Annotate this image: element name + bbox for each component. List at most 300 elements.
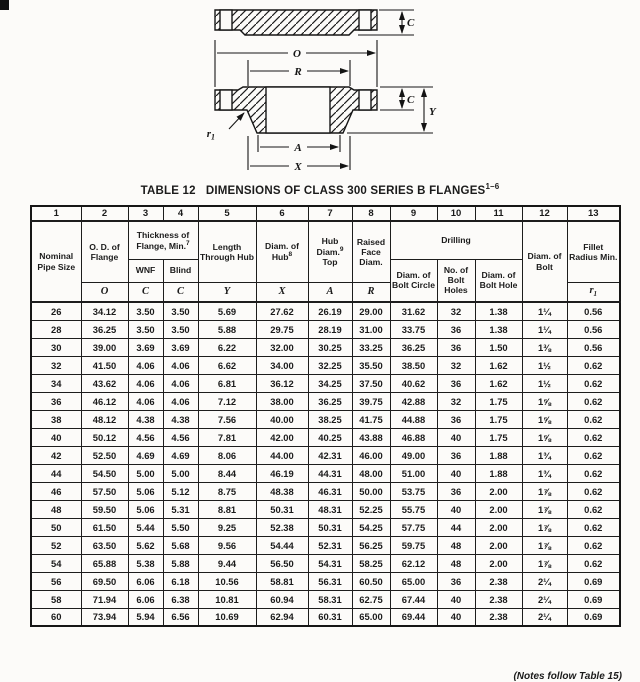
dimension-cell: 69.50 bbox=[81, 572, 128, 590]
dimension-cell: 2.38 bbox=[475, 608, 522, 626]
dimension-cell: 7.12 bbox=[198, 392, 256, 410]
flange-cross-section-diagram bbox=[0, 0, 640, 180]
dimension-cell: 1¼ bbox=[522, 302, 567, 320]
dimension-cell: 36.25 bbox=[308, 392, 352, 410]
dimension-cell: 44.00 bbox=[256, 446, 308, 464]
dimension-cell: 36 bbox=[437, 338, 475, 356]
dimension-cell: 5.88 bbox=[163, 554, 198, 572]
nominal-pipe-size-cell: 48 bbox=[31, 500, 81, 518]
dimension-cell: 6.56 bbox=[163, 608, 198, 626]
dimension-cell: 32 bbox=[437, 356, 475, 374]
nominal-pipe-size-cell: 52 bbox=[31, 536, 81, 554]
dimension-cell: 7.56 bbox=[198, 410, 256, 428]
table-row bbox=[31, 572, 620, 590]
dimension-cell: 27.62 bbox=[256, 302, 308, 320]
dimension-cell: 36.25 bbox=[81, 320, 128, 338]
dimension-cell: 5.12 bbox=[163, 482, 198, 500]
nominal-pipe-size-cell: 42 bbox=[31, 446, 81, 464]
dimension-cell: 10.69 bbox=[198, 608, 256, 626]
bolt-hole-left bbox=[220, 10, 232, 30]
dimension-cell: 5.94 bbox=[128, 608, 163, 626]
col-header-nominal-pipe-size: Nominal Pipe Size bbox=[31, 221, 81, 302]
column-number: 3 bbox=[128, 206, 163, 221]
dimension-cell: 65.88 bbox=[81, 554, 128, 572]
dimension-cell: 48 bbox=[437, 554, 475, 572]
dimension-cell: 0.62 bbox=[567, 482, 620, 500]
dimension-cell: 1⅞ bbox=[522, 536, 567, 554]
table-row bbox=[31, 590, 620, 608]
letter-symbol-Y: Y bbox=[198, 282, 256, 302]
dimension-cell: 29.75 bbox=[256, 320, 308, 338]
dimension-cell: 50.12 bbox=[81, 428, 128, 446]
nominal-pipe-size-cell: 56 bbox=[31, 572, 81, 590]
dimension-cell: 5.88 bbox=[198, 320, 256, 338]
dimension-cell: 0.62 bbox=[567, 428, 620, 446]
dimension-cell: 57.50 bbox=[81, 482, 128, 500]
dimension-cell: 56.31 bbox=[308, 572, 352, 590]
nominal-pipe-size-cell: 50 bbox=[31, 518, 81, 536]
nominal-pipe-size-cell: 34 bbox=[31, 374, 81, 392]
dim-label-r: R bbox=[294, 66, 302, 78]
dim-label-c-top: C bbox=[407, 17, 415, 29]
letter-symbol-C-wnf: C bbox=[128, 282, 163, 302]
table-row bbox=[31, 464, 620, 482]
dimension-cell: 71.94 bbox=[81, 590, 128, 608]
column-number: 13 bbox=[567, 206, 620, 221]
dimension-cell: 50.31 bbox=[308, 518, 352, 536]
dimension-cell: 32.00 bbox=[256, 338, 308, 356]
dimension-cell: 1¾ bbox=[522, 464, 567, 482]
notes-reference: (Notes follow Table 15) bbox=[513, 671, 622, 682]
column-number: 7 bbox=[308, 206, 352, 221]
dimension-cell: 46.12 bbox=[81, 392, 128, 410]
dimension-cell: 4.69 bbox=[128, 446, 163, 464]
column-number-row bbox=[31, 206, 620, 221]
dimension-cell: 5.31 bbox=[163, 500, 198, 518]
dimension-cell: 9.25 bbox=[198, 518, 256, 536]
dimension-cell: 40.25 bbox=[308, 428, 352, 446]
dimension-cell: 52.31 bbox=[308, 536, 352, 554]
dimension-cell: 0.56 bbox=[567, 338, 620, 356]
dimension-cell: 34.25 bbox=[308, 374, 352, 392]
nominal-pipe-size-cell: 36 bbox=[31, 392, 81, 410]
dimension-cell: 41.75 bbox=[352, 410, 390, 428]
dimension-cell: 9.56 bbox=[198, 536, 256, 554]
column-number: 11 bbox=[475, 206, 522, 221]
dimension-cell: 1⅞ bbox=[522, 500, 567, 518]
dimension-cell: 59.50 bbox=[81, 500, 128, 518]
dimension-cell: 9.44 bbox=[198, 554, 256, 572]
table-row bbox=[31, 482, 620, 500]
dim-label-o: O bbox=[293, 48, 301, 60]
dimension-cell: 41.50 bbox=[81, 356, 128, 374]
column-number: 4 bbox=[163, 206, 198, 221]
dimension-cell: 56.50 bbox=[256, 554, 308, 572]
dimension-cell: 1.38 bbox=[475, 320, 522, 338]
dimension-cell: 6.06 bbox=[128, 590, 163, 608]
table-row bbox=[31, 320, 620, 338]
dimension-cell: 48.31 bbox=[308, 500, 352, 518]
dimension-cell: 40 bbox=[437, 608, 475, 626]
flange-dimensions-table bbox=[30, 205, 621, 627]
dimension-cell: 1.62 bbox=[475, 374, 522, 392]
nominal-pipe-size-cell: 26 bbox=[31, 302, 81, 320]
dimension-cell: 4.56 bbox=[163, 428, 198, 446]
table-title: TABLE 12 DIMENSIONS OF CLASS 300 SERIES B FLANGES$^{1-6}$ bbox=[140, 182, 500, 197]
col-header-diam-of-bolt: Diam. of Bolt bbox=[522, 221, 567, 302]
dimension-cell: 40.62 bbox=[390, 374, 437, 392]
dimension-cell: 67.44 bbox=[390, 590, 437, 608]
dimension-cell: 10.81 bbox=[198, 590, 256, 608]
table-row bbox=[31, 374, 620, 392]
dimension-cell: 36 bbox=[437, 320, 475, 338]
dimension-cell: 65.00 bbox=[390, 572, 437, 590]
nominal-pipe-size-cell: 30 bbox=[31, 338, 81, 356]
dimension-cell: 1.75 bbox=[475, 392, 522, 410]
dimension-cell: 5.50 bbox=[163, 518, 198, 536]
dimension-cell: 39.00 bbox=[81, 338, 128, 356]
dimension-cell: 4.06 bbox=[163, 392, 198, 410]
column-number: 6 bbox=[256, 206, 308, 221]
dimension-cell: 0.62 bbox=[567, 536, 620, 554]
dim-label-y: Y bbox=[429, 106, 436, 118]
dimension-cell: 1½ bbox=[522, 374, 567, 392]
dimension-cell: 5.06 bbox=[128, 482, 163, 500]
dimension-cell: 50.00 bbox=[352, 482, 390, 500]
dimension-cell: 2.00 bbox=[475, 500, 522, 518]
dimension-cell: 48.38 bbox=[256, 482, 308, 500]
dimension-cell: 60.31 bbox=[308, 608, 352, 626]
dimension-cell: 5.00 bbox=[128, 464, 163, 482]
dimension-cell: 1.88 bbox=[475, 464, 522, 482]
dimension-cell: 1⅞ bbox=[522, 518, 567, 536]
table-row bbox=[31, 356, 620, 374]
dimension-cell: 36.25 bbox=[390, 338, 437, 356]
dimension-cell: 65.00 bbox=[352, 608, 390, 626]
dimension-cell: 58.31 bbox=[308, 590, 352, 608]
dimension-cell: 1.88 bbox=[475, 446, 522, 464]
dimension-cell: 38.25 bbox=[308, 410, 352, 428]
dimension-cell: 0.69 bbox=[567, 572, 620, 590]
dimension-cell: 1⅜ bbox=[522, 338, 567, 356]
dimension-cell: 52.50 bbox=[81, 446, 128, 464]
dimension-cell: 2.00 bbox=[475, 482, 522, 500]
nominal-pipe-size-cell: 60 bbox=[31, 608, 81, 626]
dimension-cell: 36 bbox=[437, 374, 475, 392]
nominal-pipe-size-cell: 46 bbox=[31, 482, 81, 500]
dimension-cell: 0.69 bbox=[567, 590, 620, 608]
dimension-cell: 5.69 bbox=[198, 302, 256, 320]
nominal-pipe-size-cell: 40 bbox=[31, 428, 81, 446]
dimension-cell: 48.12 bbox=[81, 410, 128, 428]
dimension-cell: 48.00 bbox=[352, 464, 390, 482]
dimension-cell: 63.50 bbox=[81, 536, 128, 554]
dimension-cell: 50.31 bbox=[256, 500, 308, 518]
dimension-cell: 54.25 bbox=[352, 518, 390, 536]
column-number: 12 bbox=[522, 206, 567, 221]
dimension-cell: 48 bbox=[437, 536, 475, 554]
column-number: 9 bbox=[390, 206, 437, 221]
dimension-cell: 55.75 bbox=[390, 500, 437, 518]
dimension-cell: 56.25 bbox=[352, 536, 390, 554]
dimension-cell: 33.25 bbox=[352, 338, 390, 356]
dimension-cell: 46.31 bbox=[308, 482, 352, 500]
dimension-cell: 30.25 bbox=[308, 338, 352, 356]
dimension-cell: 6.22 bbox=[198, 338, 256, 356]
dimension-cell: 0.62 bbox=[567, 464, 620, 482]
dimension-cell: 1.75 bbox=[475, 410, 522, 428]
dimension-cell: 44.88 bbox=[390, 410, 437, 428]
dimension-cell: 42.00 bbox=[256, 428, 308, 446]
dimension-cell: 54.44 bbox=[256, 536, 308, 554]
blind-flange-section bbox=[215, 10, 377, 35]
dimension-cell: 0.62 bbox=[567, 518, 620, 536]
dimension-cell: 46.00 bbox=[352, 446, 390, 464]
dim-label-a: A bbox=[294, 142, 302, 154]
dimension-cell: 32 bbox=[437, 392, 475, 410]
bolt-hole-right bbox=[359, 10, 371, 30]
dimension-cell: 61.50 bbox=[81, 518, 128, 536]
col-header-wnf: WNF bbox=[128, 259, 163, 282]
dimension-cell: 5.06 bbox=[128, 500, 163, 518]
letter-symbol-O: O bbox=[81, 282, 128, 302]
dimension-cell: 3.69 bbox=[163, 338, 198, 356]
dimension-cell: 39.75 bbox=[352, 392, 390, 410]
dimension-cell: 6.62 bbox=[198, 356, 256, 374]
dimension-cell: 43.88 bbox=[352, 428, 390, 446]
dimension-cell: 0.62 bbox=[567, 410, 620, 428]
col-header-raised-face-diam: Raised Face Diam. bbox=[352, 221, 390, 282]
dimension-cell: 1.75 bbox=[475, 428, 522, 446]
col-header-fillet-radius: Fillet Radius Min. bbox=[567, 221, 620, 282]
nominal-pipe-size-cell: 28 bbox=[31, 320, 81, 338]
dimension-cell: 1⅝ bbox=[522, 392, 567, 410]
bolt-hole-right-lower bbox=[359, 90, 371, 110]
dimension-cell: 2¼ bbox=[522, 608, 567, 626]
dimension-cell: 2¼ bbox=[522, 572, 567, 590]
dimension-cell: 6.38 bbox=[163, 590, 198, 608]
col-header-drilling: Drilling bbox=[390, 221, 522, 259]
dimension-cell: 2.38 bbox=[475, 572, 522, 590]
column-number: 10 bbox=[437, 206, 475, 221]
col-header-blind: Blind bbox=[163, 259, 198, 282]
table-row bbox=[31, 302, 620, 320]
letter-symbol-R: R bbox=[352, 282, 390, 302]
dimension-cell: 69.44 bbox=[390, 608, 437, 626]
dimension-cell: 26.19 bbox=[308, 302, 352, 320]
dimension-cell: 4.06 bbox=[163, 374, 198, 392]
dimension-cell: 46.19 bbox=[256, 464, 308, 482]
dimension-cell: 0.62 bbox=[567, 500, 620, 518]
dimension-cell: 0.56 bbox=[567, 320, 620, 338]
dimension-cell: 4.06 bbox=[128, 392, 163, 410]
dimension-cell: 57.75 bbox=[390, 518, 437, 536]
dimension-cell: 1½ bbox=[522, 356, 567, 374]
dimension-cell: 29.00 bbox=[352, 302, 390, 320]
nominal-pipe-size-cell: 58 bbox=[31, 590, 81, 608]
dimension-cell: 40 bbox=[437, 500, 475, 518]
dimension-cell: 28.19 bbox=[308, 320, 352, 338]
dimension-cell: 62.94 bbox=[256, 608, 308, 626]
dimension-cell: 0.62 bbox=[567, 446, 620, 464]
dimension-cell: 0.62 bbox=[567, 356, 620, 374]
dimension-cell: 4.06 bbox=[128, 356, 163, 374]
dimension-cell: 32.25 bbox=[308, 356, 352, 374]
dimension-cell: 59.75 bbox=[390, 536, 437, 554]
dimension-cell: 3.50 bbox=[128, 320, 163, 338]
dimension-cell: 40.00 bbox=[256, 410, 308, 428]
dimension-cell: 4.06 bbox=[128, 374, 163, 392]
col-header-od-of-flange: O. D. of Flange bbox=[81, 221, 128, 282]
dimension-cell: 52.38 bbox=[256, 518, 308, 536]
table-row bbox=[31, 608, 620, 626]
dimension-cell: 8.06 bbox=[198, 446, 256, 464]
bolt-hole-left-lower bbox=[220, 90, 232, 110]
dimension-cell: 0.62 bbox=[567, 392, 620, 410]
nominal-pipe-size-cell: 44 bbox=[31, 464, 81, 482]
dimension-cell: 36 bbox=[437, 482, 475, 500]
table-row bbox=[31, 410, 620, 428]
nominal-pipe-size-cell: 54 bbox=[31, 554, 81, 572]
table-row bbox=[31, 338, 620, 356]
dimension-cell: 4.69 bbox=[163, 446, 198, 464]
col-header-thickness-of-flange: Thickness of Flange, Min.$^7$ bbox=[128, 221, 198, 259]
dimension-cell: 3.69 bbox=[128, 338, 163, 356]
dimension-cell: 1⅝ bbox=[522, 428, 567, 446]
dim-label-c-side: C bbox=[407, 94, 415, 106]
dimension-cell: 4.38 bbox=[128, 410, 163, 428]
dimension-cell: 46.88 bbox=[390, 428, 437, 446]
dimension-cell: 49.00 bbox=[390, 446, 437, 464]
dimension-cell: 0.62 bbox=[567, 374, 620, 392]
dimension-cell: 44.31 bbox=[308, 464, 352, 482]
column-number: 1 bbox=[31, 206, 81, 221]
col-header-diam-of-bolt-hole: Diam. of Bolt Hole bbox=[475, 259, 522, 302]
dimension-cell: 51.00 bbox=[390, 464, 437, 482]
table-row bbox=[31, 518, 620, 536]
dimension-cell: 60.50 bbox=[352, 572, 390, 590]
dimension-cell: 1⅞ bbox=[522, 554, 567, 572]
dimension-cell: 40 bbox=[437, 590, 475, 608]
dimension-cell: 1.38 bbox=[475, 302, 522, 320]
dimension-cell: 1.62 bbox=[475, 356, 522, 374]
flange-drawing bbox=[0, 0, 640, 180]
dimension-cell: 38.50 bbox=[390, 356, 437, 374]
dimension-cell: 35.50 bbox=[352, 356, 390, 374]
dimension-cell: 31.62 bbox=[390, 302, 437, 320]
dimension-cell: 44 bbox=[437, 518, 475, 536]
col-header-diam-of-hub: Diam. of Hub$^8$ bbox=[256, 221, 308, 282]
nominal-pipe-size-cell: 32 bbox=[31, 356, 81, 374]
dimension-cell: 5.62 bbox=[128, 536, 163, 554]
flange-bore bbox=[266, 87, 330, 133]
dimension-cell: 34.00 bbox=[256, 356, 308, 374]
dimension-cell: 2.00 bbox=[475, 518, 522, 536]
dimension-cell: 38.00 bbox=[256, 392, 308, 410]
nominal-pipe-size-cell: 38 bbox=[31, 410, 81, 428]
dimension-cell: 0.56 bbox=[567, 302, 620, 320]
letter-symbol-r1: $r_1$ bbox=[567, 282, 620, 302]
dimension-cell: 73.94 bbox=[81, 608, 128, 626]
table-row bbox=[31, 554, 620, 572]
dimension-cell: 2.00 bbox=[475, 536, 522, 554]
col-header-diam-of-bolt-circle: Diam. of Bolt Circle bbox=[390, 259, 437, 302]
table-body bbox=[31, 302, 620, 626]
dimension-cell: 0.69 bbox=[567, 608, 620, 626]
table-row bbox=[31, 428, 620, 446]
dimension-cell: 43.62 bbox=[81, 374, 128, 392]
dim-label-r1: $r_1$ bbox=[206, 128, 215, 142]
letter-symbol-A: A bbox=[308, 282, 352, 302]
dimension-cell: 1¾ bbox=[522, 446, 567, 464]
col-header-no-of-bolt-holes: No. of Bolt Holes bbox=[437, 259, 475, 302]
table-row bbox=[31, 500, 620, 518]
dimension-cell: 40 bbox=[437, 464, 475, 482]
dimension-cell: 62.75 bbox=[352, 590, 390, 608]
dimension-cell: 36 bbox=[437, 410, 475, 428]
dimension-cell: 52.25 bbox=[352, 500, 390, 518]
dimension-cell: 4.06 bbox=[163, 356, 198, 374]
dimension-cell: 4.56 bbox=[128, 428, 163, 446]
dimension-cell: 1⅞ bbox=[522, 482, 567, 500]
letter-symbol-C-blind: C bbox=[163, 282, 198, 302]
dimension-cell: 10.56 bbox=[198, 572, 256, 590]
dimension-cell: 34.12 bbox=[81, 302, 128, 320]
dimension-cell: 36 bbox=[437, 446, 475, 464]
dimension-cell: 54.31 bbox=[308, 554, 352, 572]
dimension-cell: 4.38 bbox=[163, 410, 198, 428]
table-row bbox=[31, 446, 620, 464]
col-header-length-through-hub: Length Through Hub bbox=[198, 221, 256, 282]
dimension-cell: 6.06 bbox=[128, 572, 163, 590]
dimension-cell: 58.25 bbox=[352, 554, 390, 572]
table-row bbox=[31, 392, 620, 410]
dimension-cell: 1⅝ bbox=[522, 410, 567, 428]
dimension-cell: 5.68 bbox=[163, 536, 198, 554]
table-row bbox=[31, 536, 620, 554]
dimension-cell: 2.00 bbox=[475, 554, 522, 572]
dimension-cell: 8.44 bbox=[198, 464, 256, 482]
dimension-cell: 36 bbox=[437, 572, 475, 590]
column-number: 5 bbox=[198, 206, 256, 221]
dimension-cell: 0.62 bbox=[567, 554, 620, 572]
dimension-cell: 42.31 bbox=[308, 446, 352, 464]
dimension-cell: 36.12 bbox=[256, 374, 308, 392]
dimension-cell: 6.81 bbox=[198, 374, 256, 392]
dimension-cell: 2¼ bbox=[522, 590, 567, 608]
dimension-cell: 60.94 bbox=[256, 590, 308, 608]
dimension-cell: 37.50 bbox=[352, 374, 390, 392]
dimension-cell: 31.00 bbox=[352, 320, 390, 338]
dimension-cell: 42.88 bbox=[390, 392, 437, 410]
dim-label-x: X bbox=[294, 161, 302, 173]
dimension-cell: 5.44 bbox=[128, 518, 163, 536]
letter-symbol-X: X bbox=[256, 282, 308, 302]
dimension-cell: 53.75 bbox=[390, 482, 437, 500]
dimension-cell: 58.81 bbox=[256, 572, 308, 590]
dimension-cell: 5.00 bbox=[163, 464, 198, 482]
dimension-cell: 1¼ bbox=[522, 320, 567, 338]
col-header-hub-diam-top: Hub Diam.$^9$ Top bbox=[308, 221, 352, 282]
dimension-cell: 7.81 bbox=[198, 428, 256, 446]
dimension-cell: 8.81 bbox=[198, 500, 256, 518]
dimension-cell: 6.18 bbox=[163, 572, 198, 590]
dimension-cell: 3.50 bbox=[163, 302, 198, 320]
dimension-cell: 33.75 bbox=[390, 320, 437, 338]
dimension-cell: 5.38 bbox=[128, 554, 163, 572]
dimension-cell: 3.50 bbox=[128, 302, 163, 320]
dimension-cell: 1.50 bbox=[475, 338, 522, 356]
